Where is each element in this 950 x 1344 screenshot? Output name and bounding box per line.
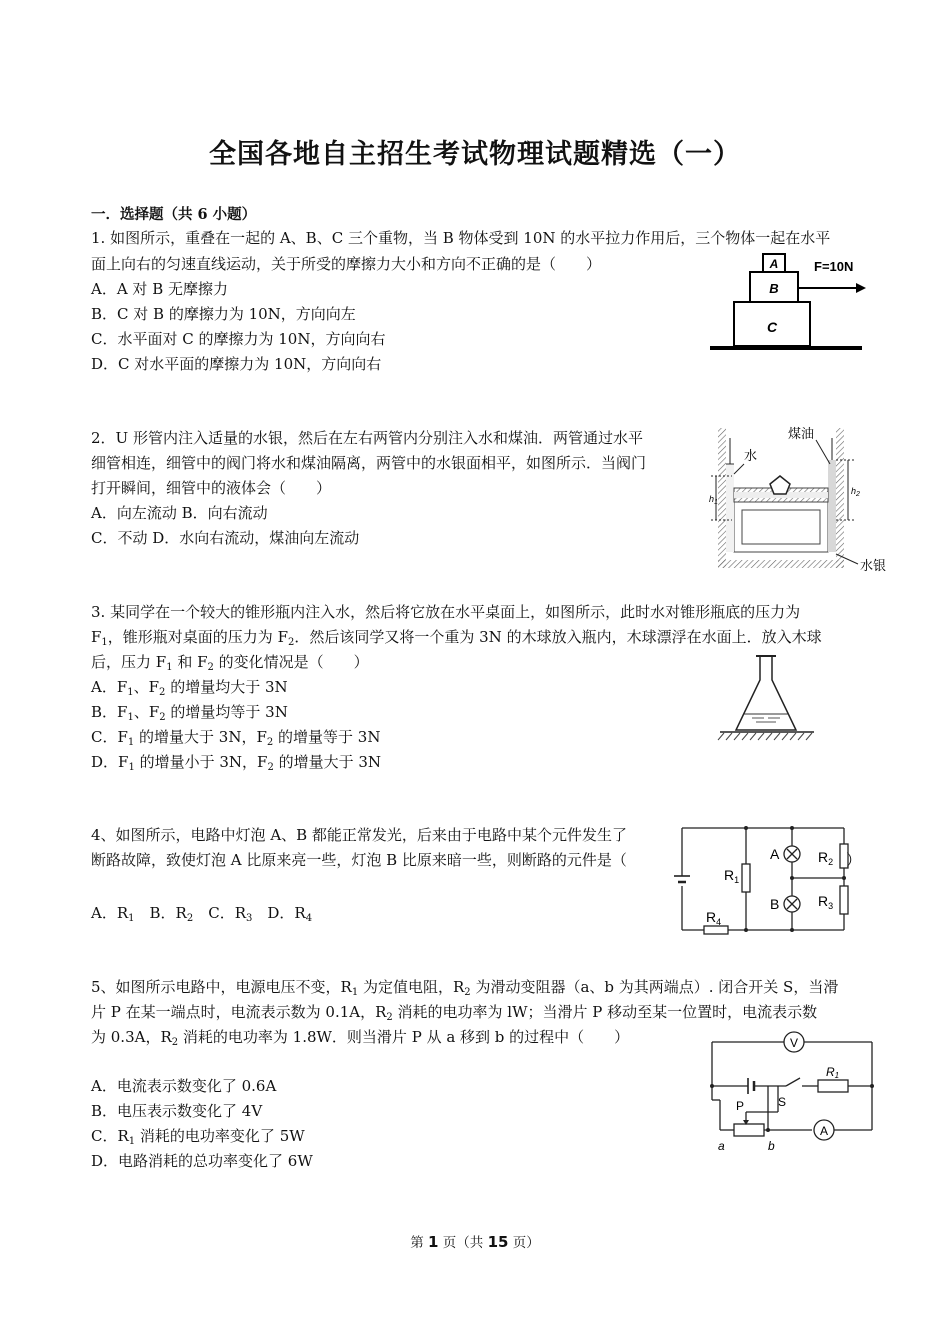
h1-label: $h_1$ (709, 494, 718, 506)
r4-label: $R_4$ (706, 909, 722, 927)
r3-label: $R_3$ (818, 893, 834, 911)
voltmeter-label: V (789, 1036, 799, 1050)
q3-option-c: C．$F_1$ 的增量大于 3N，$F_2$ 的增量等于 3N (91, 728, 381, 748)
slider-p-label: P (736, 1099, 745, 1113)
q1-option-c: C．水平面对 C 的摩擦力为 10N，方向向右 (91, 330, 386, 348)
q5-option-d: D．电路消耗的总功率变化了 6W (91, 1152, 313, 1170)
q1-blocks-figure (706, 248, 876, 358)
q2-u-tube-figure (708, 424, 893, 576)
q2-stem-line: 细管相连，细管中的阀门将水和煤油隔离，两管中的水银面相平，如图所示．当阀门 (91, 454, 647, 472)
q5-option-c: C．$R_1$ 消耗的电功率变化了 5W (91, 1127, 305, 1147)
ammeter-label: A (819, 1124, 829, 1138)
q1-stem-line: 面上向右的匀速直线运动，关于所受的摩擦力大小和方向不正确的是（ ） (91, 255, 602, 273)
page-total: 15 (487, 1233, 509, 1251)
q5-stem-line: 片 P 在某一端点时，电流表示数为 0.1A，$R_2$ 消耗的电功率为 lW；当滑片 P 移动至某一位置时，电流表示数 (91, 1003, 818, 1023)
q1-option-a: A．A 对 B 无摩擦力 (91, 280, 228, 298)
page-number: 1 (428, 1233, 439, 1251)
q2-stem-line: 2．U 形管内注入适量的水银，然后在左右两管内分别注入水和煤油．两管通过水平 (91, 429, 643, 447)
q2-option-cd: C．不动 D．水向右流动，煤油向左流动 (91, 529, 360, 547)
block-b-label: B (769, 281, 779, 296)
block-a-label: A (769, 257, 779, 271)
q1-stem-line: 1. 如图所示，重叠在一起的 A、B、C 三个重物，当 B 物体受到 10N 的水平拉力作用后，三个物体一起在水平 (91, 229, 831, 247)
page-title: 全国各地自主招生考试物理试题精选（一） (209, 139, 741, 170)
r2-label: $R_2$ (818, 849, 834, 867)
q4-stem-line: 4、如图所示，电路中灯泡 A、B 都能正常发光，后来由于电路中某个元件发生了 (91, 826, 627, 844)
q3-flask-figure (714, 652, 824, 748)
q3-stem-line: 3. 某同学在一个较大的锥形瓶内注入水，然后将它放在水平桌面上，如图所示，此时水对锥形瓶底的压力为 (91, 603, 801, 621)
mercury-label: 水银 (860, 558, 887, 573)
block-c-label: C (766, 319, 778, 335)
lamp-b-label: B (770, 896, 780, 912)
q5-stem-line: 为 0.3A，$R_2$ 消耗的电功率为 1.8W．则当滑片 P 从 a 移到 b 的过程中（ ） (91, 1028, 630, 1048)
h2-label: $h_2$ (851, 486, 860, 498)
q3-option-a: A．$F_1$、$F_2$ 的增量均大于 3N (91, 678, 288, 698)
q3-option-b: B．$F_1$、$F_2$ 的增量均等于 3N (91, 703, 288, 723)
kerosene-label: 煤油 (788, 426, 815, 441)
q3-stem-line: $F_1$，锥形瓶对桌面的压力为 $F_2$．然后该同学又将一个重为 3N 的木球放入瓶内，木球漂浮在水面上．放入木球 (91, 628, 822, 648)
q5-stem-line: 5、如图所示电路中，电源电压不变，$R_1$ 为定值电阻，$R_2$ 为滑动变阻器（a、b 为其两端点）. 闭合开关 S，当滑 (91, 978, 839, 998)
r1-label: $R_1$ (724, 867, 740, 885)
q2-option-ab: A．向左流动 B．向右流动 (91, 504, 268, 522)
water-label: 水 (744, 448, 758, 463)
lamp-a-label: A (770, 846, 780, 862)
end-a-label: a (718, 1139, 725, 1153)
q2-stem-line: 打开瞬间，细管中的液体会（ ） (91, 479, 332, 497)
q4-circuit-figure (668, 822, 858, 940)
switch-s-label: S (778, 1095, 787, 1109)
q5-circuit-figure (706, 1030, 878, 1154)
q1-option-d: D．C 对水平面的摩擦力为 10N，方向向右 (91, 355, 382, 373)
q4-close-paren: ） (846, 851, 862, 869)
force-label: F=10N (814, 259, 854, 274)
q5-option-b: B．电压表示数变化了 4V (91, 1102, 263, 1120)
r1-label: R1 (826, 1065, 840, 1080)
page-footer: 第 1 页（共 15 页） (410, 1233, 540, 1251)
end-b-label: b (768, 1139, 775, 1153)
q4-stem-line: 断路故障，致使灯泡 A 比原来亮一些，灯泡 B 比原来暗一些，则断路的元件是（ (91, 851, 627, 869)
q1-option-b: B．C 对 B 的摩擦力为 10N，方向向左 (91, 305, 356, 323)
q3-stem-line: 后，压力 $F_1$ 和 $F_2$ 的变化情况是（ ） (91, 653, 369, 673)
q5-option-a: A．电流表示数变化了 0.6A (91, 1077, 277, 1095)
section-heading: 一．选择题（共 6 小题） (91, 206, 257, 223)
q3-option-d: D．$F_1$ 的增量小于 3N，$F_2$ 的增量大于 3N (91, 753, 382, 773)
q4-options: A．$R_1$ B．$R_2$ C．$R_3$ D．$R_4$ (91, 904, 313, 924)
